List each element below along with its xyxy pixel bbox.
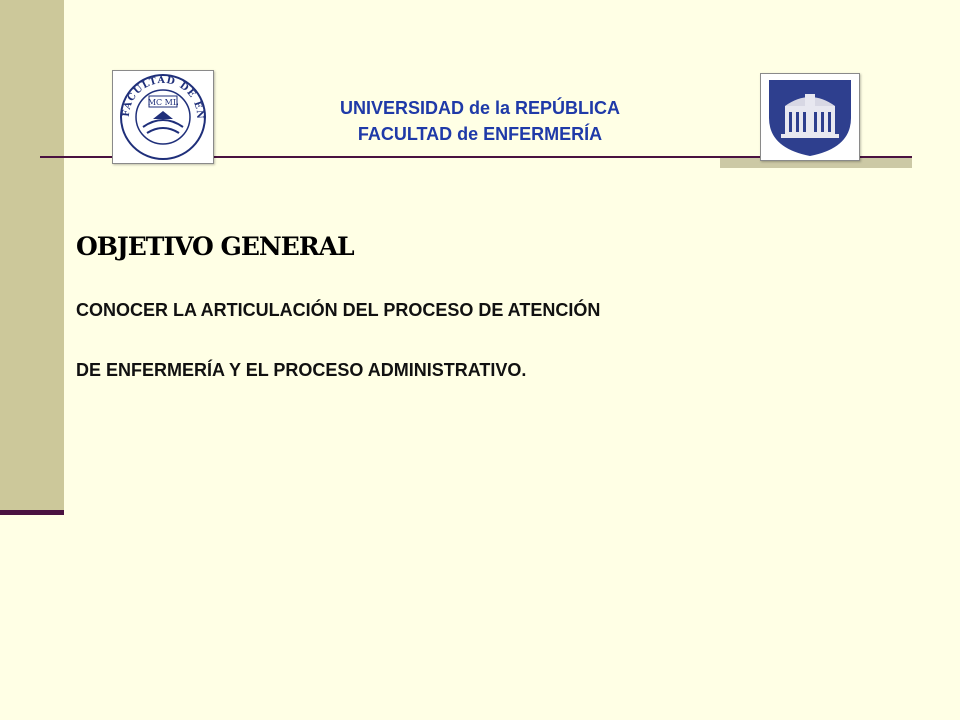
objective-heading: OBJETIVO GENERAL bbox=[76, 232, 354, 261]
left-sidebar-bar bbox=[0, 0, 64, 512]
svg-text:MC ML: MC ML bbox=[147, 98, 179, 107]
sidebar-accent-line bbox=[0, 510, 64, 515]
faculty-logo bbox=[112, 70, 214, 164]
header-title bbox=[250, 95, 710, 147]
objective-text-line-2: DE ENFERMERÍA Y EL PROCESO ADMINISTRATIVO. bbox=[76, 360, 527, 380]
university-logo bbox=[760, 73, 860, 161]
university-name: UNIVERSIDAD de la REPÚBLICA bbox=[339, 98, 621, 118]
svg-text:FACULTAD DE ENFERMERIA: FACULTAD DE EN bbox=[120, 74, 206, 121]
university-shield-icon bbox=[761, 74, 859, 160]
faculty-name: FACULTAD de ENFERMERÍA bbox=[357, 124, 603, 144]
objective-text-line-1: CONOCER LA ARTICULACIÓN DEL PROCESO DE ATENCIÓN bbox=[76, 300, 601, 320]
faculty-seal-icon bbox=[113, 71, 213, 163]
